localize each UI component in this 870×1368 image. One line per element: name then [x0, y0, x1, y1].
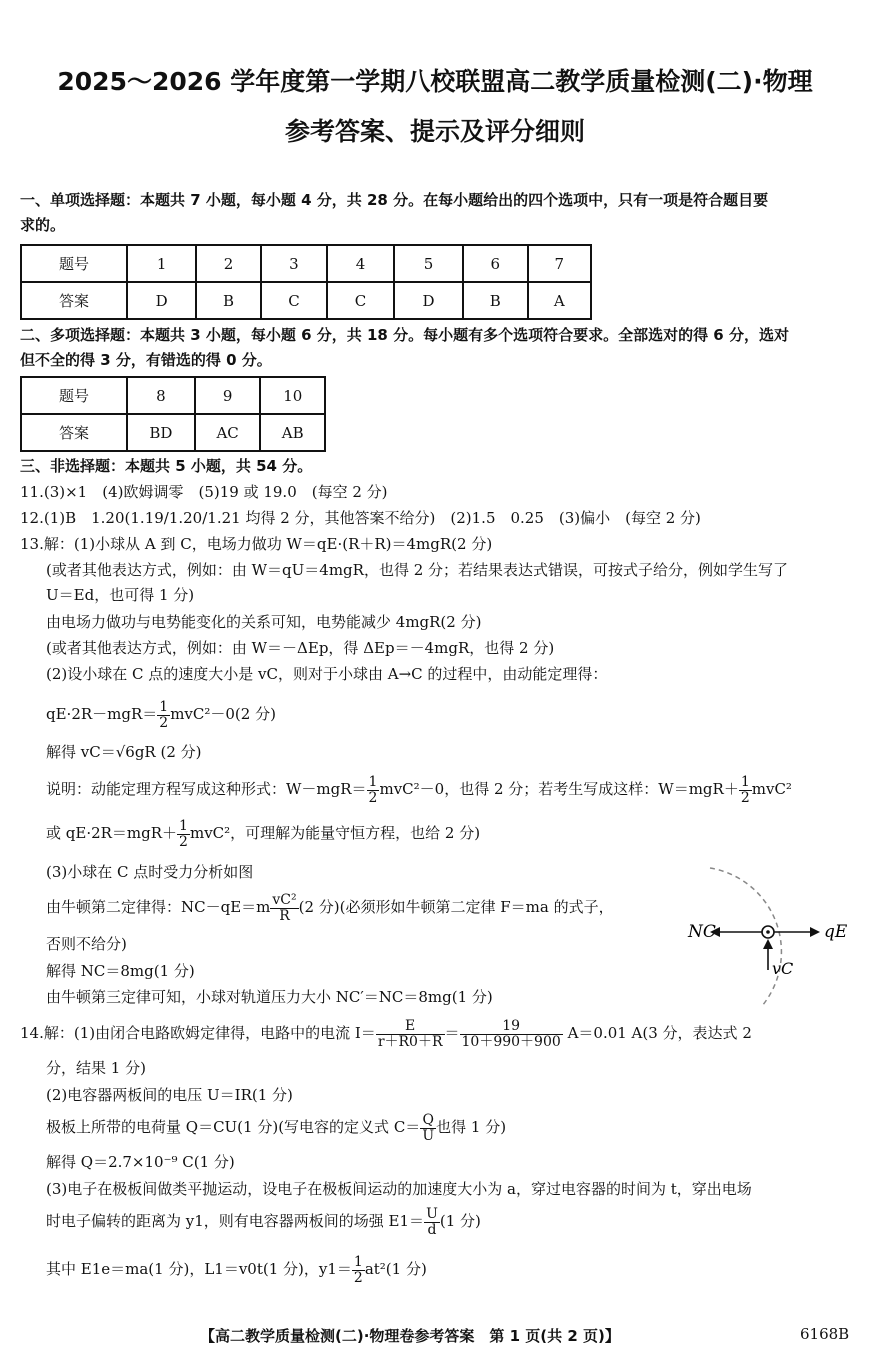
q13-line: 否则不给分) [46, 935, 127, 953]
table-cell: 8 [127, 377, 195, 414]
table-cell: 9 [195, 377, 261, 414]
footer-code: 6168B [800, 1325, 850, 1343]
q14-line: (3)电子在极板间做类平抛运动，设电子在极板间运动的加速度大小为 a，穿过电容器的时间为 t，穿出电场 [46, 1180, 752, 1198]
fraction: $\frac{1}{2}$ [353, 1253, 363, 1286]
table-cell: BD [127, 414, 195, 451]
arrowhead-icon [810, 927, 820, 937]
q13-note: 或 qE·2R＝mgR＋ $\frac{1}{2}$ mvC²，可理解为能量守恒方程，也给 2 分) [46, 817, 481, 850]
table-cell: B [463, 282, 527, 319]
equation-text: mvC²－0(2 分) [170, 705, 276, 723]
page-subtitle: 参考答案、提示及评分细则 [284, 117, 585, 146]
q11-answer: 11.(3)×1 (4)欧姆调零 (5)19 或 19.0 (每空 2 分) [20, 483, 388, 501]
section1-heading: 一、单项选择题：本题共 7 小题，每小题 4 分，共 28 分。在每小题给出的四个选项中，只有一项是符合题目要 [20, 191, 769, 209]
q13-line: U＝Ed，也可得 1 分) [46, 586, 195, 604]
table-cell: AB [260, 414, 325, 451]
section2-heading-cont: 但不全的得 3 分，有错选的得 0 分。 [20, 351, 272, 369]
table-cell: 10 [260, 377, 325, 414]
footer-page-info: 【高二教学质量检测(二)·物理卷参考答案 第 1 页(共 2 页)】 [200, 1327, 620, 1345]
q13-line: 解得 vC＝√6gR (2 分) [46, 743, 202, 761]
q14-equation: 其中 E1e＝ma(1 分)，L1＝v0t(1 分)，y1＝ $\frac{1}{2}$ at²(1 分) [46, 1253, 427, 1286]
fraction: $\frac{1}{2}$ [159, 698, 169, 731]
fraction: $\frac{\text{vC²}}{R}$ [272, 891, 297, 924]
table-cell: 1 [127, 245, 196, 282]
equation-text: qE·2R－mgR＝ [46, 705, 158, 723]
label-normal-force: NC [688, 922, 716, 942]
ball-center-dot [766, 930, 770, 934]
table-cell: A [528, 282, 592, 319]
table-cell: 7 [528, 245, 592, 282]
q13-line: 由牛顿第三定律可知，小球对轨道压力大小 NC′＝NC＝8mg(1 分) [46, 988, 493, 1006]
section1-heading-cont: 求的。 [20, 216, 66, 234]
q13-line: (或者其他表达方式，例如：由 W＝qU＝4mgR，也得 2 分；若结果表达式错误，可按式子给分，例如学生写了 [46, 561, 789, 579]
q13-equation: 由牛顿第二定律得：NC－qE＝m $\frac{\text{vC²}}{R}$ (2 分)(必须形如牛顿第二定律 F＝ma 的式子， [46, 891, 614, 924]
q12-answer: 12.(1)B 1.20(1.19/1.20/1.21 均得 2 分，其他答案不给分) (2)1.5 0.25 (3)偏小 (每空 2 分) [20, 509, 701, 527]
q14-equation: 时电子偏转的距离为 y1，则有电容器两板间的场强 E1＝ $\frac{U}{d}$ (1 分) [46, 1205, 481, 1238]
table-cell: AC [195, 414, 261, 451]
q13-line: 解得 NC＝8mg(1 分) [46, 962, 195, 980]
table-cell: 题号 [21, 245, 127, 282]
q13-line: (2)设小球在 C 点的速度大小是 vC，则对于小球由 A→C 的过程中，由动能定理得： [46, 665, 608, 683]
q13-line: (或者其他表达方式，例如：由 W＝－ΔEp，得 ΔEp＝－4mgR，也得 2 分) [46, 639, 555, 657]
q14-line: 解得 Q＝2.7×10⁻⁹ C(1 分) [46, 1153, 235, 1171]
q13-note: 说明：动能定理方程写成这种形式：W－mgR＝ $\frac{1}{2}$ mvC²－0，也得 2 分；若考生写成这样：W＝mgR＋ $\frac{1}{2}$ mvC² [46, 773, 792, 806]
fraction: $\frac{1}{2}$ [368, 773, 378, 806]
label-electric-force: qE [824, 922, 848, 942]
q13-line: (3)小球在 C 点时受力分析如图 [46, 863, 254, 881]
table-cell: 3 [261, 245, 328, 282]
table-cell: 答案 [21, 414, 127, 451]
table-cell: D [394, 282, 463, 319]
label-velocity: vC [772, 959, 794, 978]
table-cell: 答案 [21, 282, 127, 319]
table-cell: 4 [327, 245, 394, 282]
fraction: $\frac{U}{d}$ [426, 1205, 438, 1238]
section2-heading: 二、多项选择题：本题共 3 小题，每小题 6 分，共 18 分。每小题有多个选项符合要求。全部选对的得 6 分，选对 [20, 326, 789, 344]
q13-equation [46, 697, 276, 731]
fraction: $\frac{1}{2}$ [740, 773, 750, 806]
fraction: $\frac{19}{10+990+900}$ [461, 1017, 561, 1050]
table-row [21, 282, 591, 319]
table-cell: 题号 [21, 377, 127, 414]
q13-line: 13.解：(1)小球从 A 到 C，电场力做功 W＝qE·(R＋R)＝4mgR(2 分) [20, 535, 493, 553]
table-row [21, 245, 591, 282]
q14-equation: 极板上所带的电荷量 Q＝CU(1 分)(写电容的定义式 C＝ $\frac{Q}{U}$ 也得 1 分) [46, 1111, 507, 1144]
fraction: $\frac{1}{2}$ [179, 817, 188, 850]
section3-heading: 三、非选择题：本题共 5 小题，共 54 分。 [20, 457, 313, 475]
table-row [21, 414, 325, 451]
section1-answer-table [20, 244, 592, 320]
section2-answer-table [20, 376, 326, 452]
fraction: $\frac{E}{r+R0+R}$ [377, 1017, 443, 1050]
q14-equation: 14.解：(1)由闭合电路欧姆定律得，电路中的电流 I＝ $\frac{E}{r+R0+R}$ ＝ $\frac{19}{10+990+900}$ A＝0.01 A(3 分，表达式 2 [20, 1017, 752, 1050]
fraction: $\frac{Q}{U}$ [422, 1111, 435, 1144]
table-cell: C [327, 282, 394, 319]
page-title: 2025～2026 学年度第一学期八校联盟高二教学质量检测(二)·物理 [57, 67, 813, 96]
table-cell: 5 [394, 245, 463, 282]
q14-line: 分，结果 1 分) [46, 1059, 146, 1077]
force-diagram [680, 860, 860, 1005]
q14-line: (2)电容器两板间的电压 U＝IR(1 分) [46, 1086, 293, 1104]
table-cell: B [196, 282, 260, 319]
table-cell: D [127, 282, 196, 319]
q13-line: 由电场力做功与电势能变化的关系可知，电势能减少 4mgR(2 分) [46, 613, 482, 631]
arrowhead-icon [763, 939, 773, 949]
table-cell: 2 [196, 245, 260, 282]
table-row [21, 377, 325, 414]
table-cell: C [261, 282, 328, 319]
table-cell: 6 [463, 245, 527, 282]
